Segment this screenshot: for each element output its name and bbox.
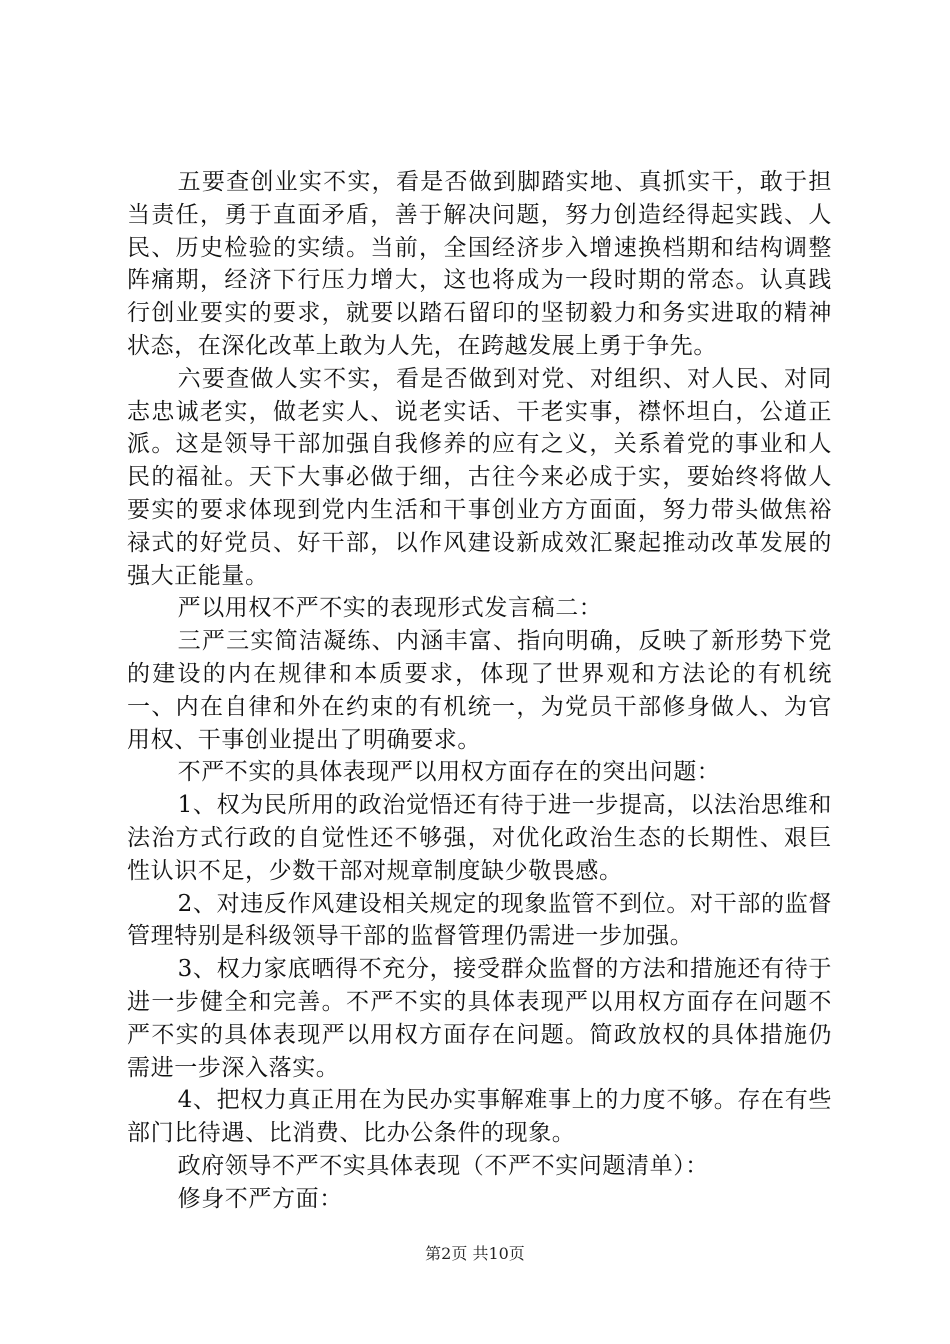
paragraph-3-heading: 严以用权不严不实的表现形式发言稿二： [177,595,603,622]
paragraph-10-heading: 政府领导不严不实具体表现（不严不实问题清单）： [177,1152,709,1179]
paragraph-5-heading: 不严不实的具体表现严以用权方面存在的突出问题： [177,759,721,786]
paragraph-1: 五要查创业实不实，看是否做到脚踏实地、真抓实干，敢于担当责任，勇于直面矛盾，善于解决问题，努力创造经得起实践、人民、历史检验的实绩。当前，全国经济步入增速换档期和结构调整阵痛期，经济下行压力增大，这也将成为一段时期的常态。认真践行创业要实的要求，就要以踏石留印的坚韧毅力和务实进取的精神状态，在深化改革上敢为人先，在跨越发展上勇于争先。 [127,169,832,359]
paragraph-4: 三严三实简洁凝练、内涵丰富、指向明确，反映了新形势下党的建设的内在规律和本质要求，体现了世界观和方法论的有机统一、内在自律和外在约束的有机统一，为党员干部修身做人、为官用权、干事创业提出了明确要求。 [127,628,832,753]
paragraph-8-item-3: 3、权力家底晒得不充分，接受群众监督的方法和措施还有待于进一步健全和完善。不严不实的具体表现严以用权方面存在问题不严不实的具体表现严以用权方面存在问题。简政放权的具体措施仍需进一步深入落实。 [127,956,832,1081]
paragraph-9-item-4: 4、把权力真正用在为民办实事解难事上的力度不够。存在有些部门比待遇、比消费、比办公条件的现象。 [127,1087,832,1147]
paragraph-2: 六要查做人实不实，看是否做到对党、对组织、对人民、对同志忠诚老实，做老实人、说老实话、干老实事，襟怀坦白，公道正派。这是领导干部加强自我修养的应有之义，关系着党的事业和人民的福祉。天下大事必做于细，古往今来必成于实，要始终将做人要实的要求体现到党内生活和干事创业方方面面，努力带头做焦裕禄式的好党员、好干部，以作风建设新成效汇聚起推动改革发展的强大正能量。 [127,365,832,589]
paragraph-7-item-2: 2、对违反作风建设相关规定的现象监管不到位。对干部的监督管理特别是科级领导干部的监督管理仍需进一步加强。 [127,890,832,950]
paragraph-6-item-1: 1、权为民所用的政治觉悟还有待于进一步提高，以法治思维和法治方式行政的自觉性还不够强，对优化政治生态的长期性、艰巨性认识不足，少数干部对规章制度缺少敬畏感。 [127,792,832,884]
document-body [127,166,832,1216]
page-number-footer: 第2页 共10页 [425,1244,525,1263]
paragraph-11-heading: 修身不严方面： [177,1185,343,1212]
